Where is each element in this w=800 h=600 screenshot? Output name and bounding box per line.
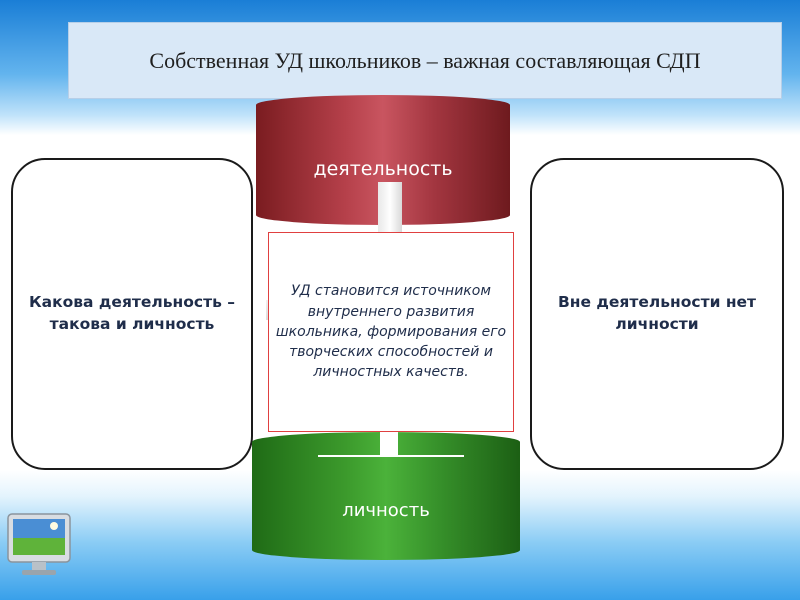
title-box — [68, 22, 782, 99]
left-statement-text: Какова деятельность – такова и личность — [28, 293, 236, 333]
center-explanation-box — [268, 232, 514, 432]
left-statement-box — [11, 158, 253, 470]
center-explanation-text: УД становится источником внутреннего развития школьника, формирования его творческих способностей и личностных качеств. — [275, 283, 507, 381]
computer-monitor-icon — [6, 486, 74, 580]
green-connector-pillar — [380, 432, 398, 456]
right-statement-box — [530, 158, 784, 470]
activity-label: деятельность — [313, 158, 453, 180]
right-statement-text: Вне деятельности нет личности — [557, 293, 757, 333]
green-cylinder-rim-line — [318, 455, 464, 457]
personality-label: личность — [342, 500, 430, 521]
slide-title: Собственная УД школьников – важная составляющая СДП — [149, 47, 701, 73]
